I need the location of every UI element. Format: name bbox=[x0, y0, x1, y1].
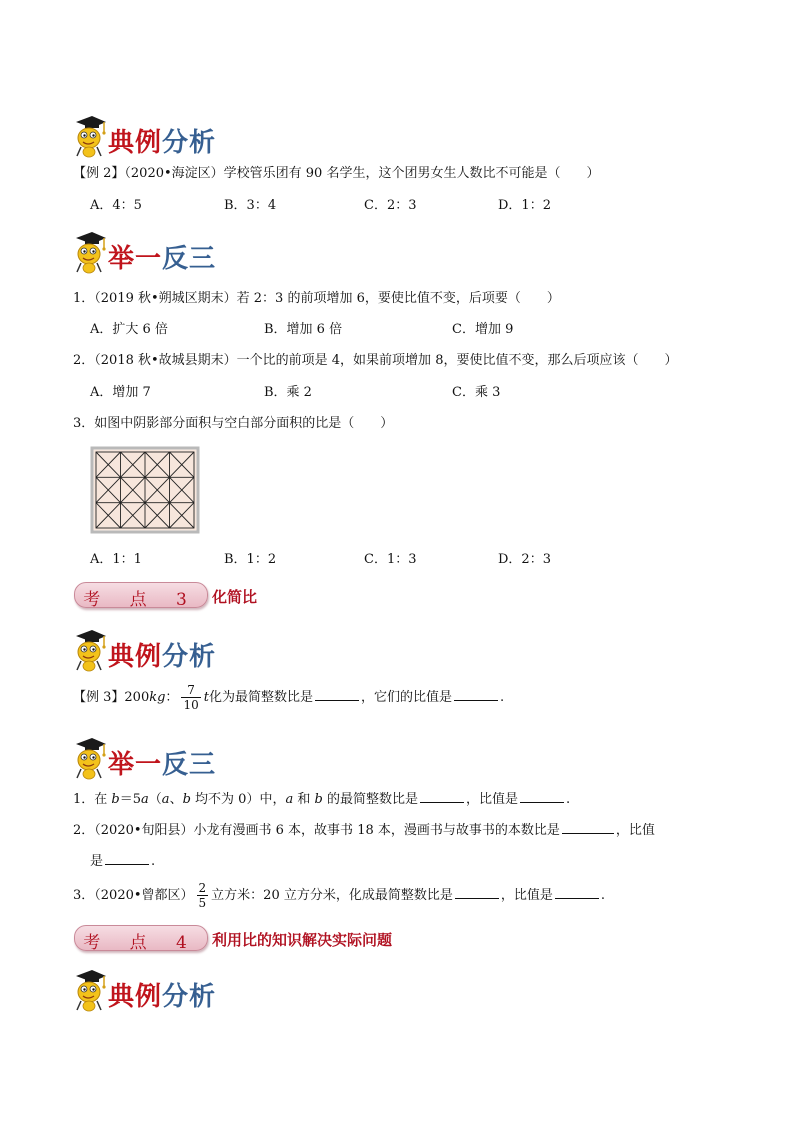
kaodian-4-title: 利用比的知识解决实际问题 bbox=[212, 931, 393, 949]
mascot-icon bbox=[72, 734, 106, 780]
section-heading-dianli-2 bbox=[72, 626, 216, 672]
kaodian-3-title: 化简比 bbox=[212, 588, 258, 606]
section-heading-text: 典例分析 bbox=[108, 982, 217, 1012]
option-c: C．乘 3 bbox=[452, 385, 501, 400]
mascot-icon bbox=[72, 966, 106, 1012]
fraction: $\frac{7}{10}$ bbox=[183, 683, 199, 712]
option-a: A．4：5 bbox=[90, 198, 142, 213]
option-a: A．扩大 6 倍 bbox=[90, 322, 168, 337]
option-a: A．增加 7 bbox=[90, 385, 151, 400]
section-heading-text: 举一反三 bbox=[108, 244, 217, 274]
option-a: A．1：1 bbox=[90, 552, 142, 567]
option-b: B．1：2 bbox=[224, 552, 277, 567]
option-d: D．1：2 bbox=[498, 198, 551, 213]
example-2-question: 【例 2】（2020•海淀区）学校管乐团有 90 名学生，这个团男女生人数比不可能是（ ） bbox=[73, 166, 600, 181]
option-c: C．1：3 bbox=[364, 552, 417, 567]
practice-1-question-3: 3．如图中阴影部分面积与空白部分面积的比是（ ） bbox=[73, 416, 394, 431]
section-heading-text: 典例分析 bbox=[108, 128, 217, 158]
section-heading-juyi-2 bbox=[72, 734, 216, 780]
option-b: B．3：4 bbox=[224, 198, 277, 213]
answer-blank[interactable] bbox=[105, 852, 149, 865]
section-heading-dianli-3 bbox=[72, 966, 216, 1012]
answer-blank[interactable] bbox=[555, 886, 599, 899]
section-heading-dianli-1 bbox=[72, 112, 216, 158]
section-heading-text: 典例分析 bbox=[108, 642, 217, 672]
answer-blank[interactable] bbox=[420, 790, 464, 803]
answer-blank[interactable] bbox=[315, 688, 359, 701]
section-heading-juyi-1 bbox=[72, 228, 216, 274]
practice-2-question-2: 2．（2020•旬阳县）小龙有漫画书 6 本，故事书 18 本，漫画书与故事书的本数比是 ，比值 bbox=[73, 823, 655, 838]
option-c: C．增加 9 bbox=[452, 322, 514, 337]
example-3-question: 【例 3】200kg： $\frac{7}{10}$ t化为最简整数比是 ，它们的比值是 . bbox=[73, 683, 505, 712]
option-d: D．2：3 bbox=[498, 552, 551, 567]
option-b: B．增加 6 倍 bbox=[264, 322, 343, 337]
answer-blank[interactable] bbox=[454, 688, 498, 701]
practice-1-question-2: 2．（2018 秋•故城县期末）一个比的前项是 4，如果前项增加 8，要使比值不变，那么后项应该（ ） bbox=[73, 353, 678, 368]
answer-blank[interactable] bbox=[562, 821, 614, 834]
fraction: $\frac{2}{5}$ bbox=[198, 881, 207, 910]
mascot-icon bbox=[72, 112, 106, 158]
kaodian-3-badge: 考 点 3 bbox=[74, 582, 208, 608]
mascot-icon bbox=[72, 626, 106, 672]
answer-blank[interactable] bbox=[520, 790, 564, 803]
practice-1-question-1: 1．（2019 秋•朔城区期末）若 2：3 的前项增加 6，要使比值不变，后项要（ ） bbox=[73, 291, 560, 306]
shaded-grid-figure bbox=[90, 446, 200, 538]
practice-2-question-2-cont: 是 . bbox=[90, 854, 156, 869]
kaodian-4-badge: 考 点 4 bbox=[74, 925, 208, 951]
practice-2-question-1: 1．在 b＝5a（a、b 均不为 0）中，a 和 b 的最简整数比是 ，比值是 . bbox=[73, 792, 571, 807]
option-c: C．2：3 bbox=[364, 198, 417, 213]
practice-2-question-3: 3．（2020•曾都区） $\frac{2}{5}$ 立方米：20 立方分米，化成最简整数比是 ，比值是 . bbox=[73, 881, 606, 910]
answer-blank[interactable] bbox=[455, 886, 499, 899]
option-b: B．乘 2 bbox=[264, 385, 312, 400]
section-heading-text: 举一反三 bbox=[108, 750, 217, 780]
mascot-icon bbox=[72, 228, 106, 274]
